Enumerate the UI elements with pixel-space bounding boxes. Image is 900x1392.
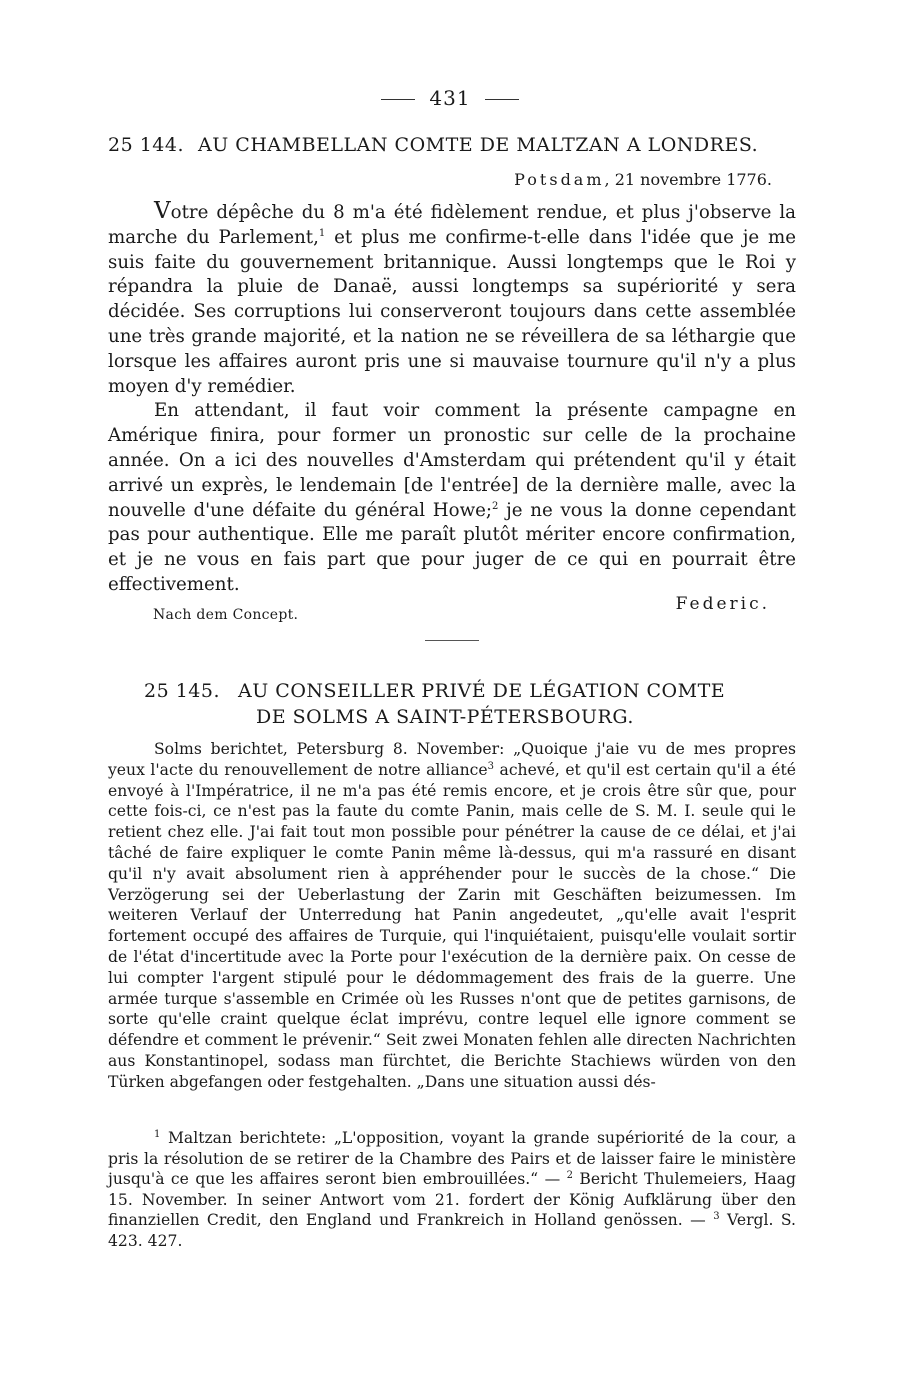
letter-1-place: Potsdam bbox=[514, 170, 605, 189]
letter-2-number: 25 145. bbox=[144, 680, 221, 702]
page-number-text: 431 bbox=[429, 86, 471, 110]
letter-1-heading bbox=[108, 134, 798, 156]
letter-1-paragraph-1-text-a: otre dépêche du 8 m'a été fidèlement rendue, et plus j'observe la marche du Parlement, bbox=[108, 202, 796, 248]
letter-1-paragraph-2-text-b: je ne vous la donne cependant pas pour authentique. Elle me paraît plutôt mériter encore confirmation, et je ne vous en fais part que pour juger de ce qui en pourrait être effectivement. bbox=[108, 499, 796, 595]
page-number-dash-right bbox=[485, 99, 519, 100]
letter-1-number: 25 144. bbox=[108, 134, 185, 156]
page-number-dash-left bbox=[381, 99, 415, 100]
letter-1-body bbox=[108, 199, 796, 598]
letter-1-paragraph-2 bbox=[108, 399, 796, 597]
letter-1-title: AU CHAMBELLAN COMTE DE MALTZAN A LONDRES. bbox=[198, 134, 759, 156]
letter-2-heading bbox=[144, 678, 764, 730]
footnote-ref-2: 2 bbox=[492, 500, 499, 512]
letter-2-title-line-1: AU CONSEILLER PRIVÉ DE LÉGATION COMTE bbox=[238, 680, 726, 702]
footnote-2-text: Bericht Thulemeiers, Haag 15. November. In seiner Antwort vom 21. fordert der König Aufklärung über den finanziellen Credit, den England und Frankreich in Holland genössen. — bbox=[108, 1170, 796, 1230]
letter-2-regest bbox=[108, 739, 796, 1093]
footnote-1-text: Maltzan berichtete: „L'opposition, voyant la grande supériorité de la cour, a pris la résolution de se retirer de la Chambre des Pairs et de laisser faire le ministère jusqu'à ce que les affaires seront bien embrouillées.“ — bbox=[108, 1129, 796, 1189]
letter-1-paragraph-2-text-a: En attendant, il faut voir comment la présente campagne en Amérique finira, pour former un pronostic sur celle de la prochaine année. On a ici des nouvelles d'Amsterdam qui prétendent qu'il y était arrivé un exprès, le lendemain [de l'entrée] de la dernière malle, avec la nouvelle d'une défaite du général Howe; bbox=[108, 400, 796, 521]
letter-2-regest-text-a: Solms berichtet, Petersburg 8. November: „Quoique j'aie vu de mes propres yeux l'acte du renouvellement de notre alliance bbox=[108, 740, 796, 779]
letter-1-date: , 21 novembre 1776. bbox=[604, 170, 772, 189]
footnote-ref-1: 1 bbox=[318, 227, 326, 239]
letter-1-dateline bbox=[514, 170, 772, 189]
letter-1-signature: Federic. bbox=[675, 594, 770, 614]
letter-1-dropcap: V bbox=[154, 198, 171, 224]
footnotes bbox=[108, 1128, 796, 1252]
letter-1-paragraph-1 bbox=[108, 199, 796, 399]
letter-2-title-line-2: DE SOLMS A SAINT-PÉTERSBOURG. bbox=[256, 706, 634, 728]
section-separator bbox=[425, 640, 479, 641]
page-number bbox=[0, 86, 900, 110]
footnote-1-marker: 1 bbox=[154, 1128, 161, 1140]
letter-2-heading-line-1 bbox=[144, 678, 764, 704]
letter-1-source-note: Nach dem Concept. bbox=[153, 607, 299, 623]
footnote-ref-3: 3 bbox=[487, 760, 495, 772]
footnote-3-marker: 3 bbox=[713, 1211, 720, 1223]
footnote-3-text: Vergl. S. 423. 427. bbox=[108, 1211, 797, 1250]
footnote-2-marker: 2 bbox=[566, 1170, 573, 1181]
letter-2-regest-text-b: achevé, et qu'il est certain qu'il a été envoyé à l'Impératrice, il ne m'a pas été remis encore, et je crois être sûr que, pour cette fois-ci, ce n'est pas la faute du comte Panin, mais celle de S. M. I. seule qui le retient chez elle. J'ai fait tout mon possible pour pénétrer la cause de ce délai, et j'ai tâché de faire expliquer le comte Panin même là-dessus, qui m'a rassuré en disant qu'il n'y avait absolument rien à appréhender pour le succès de la chose.“ Die Verzögerung sei der Ueberlastung der Zarin mit Geschäften beizumessen. Im weiteren Verlauf der Unterredung hat Panin angedeutet, „qu'elle avait l'esprit fortement occupé des affaires de Turquie, qui l'inquiétaient, puisqu'elle voulait sortir de l'état d'incertitude avec la Porte pour l'exécution de la dernière paix. On cesse de lui compter l'argent stipulé pour le dédommagement des frais de la guerre. Une armée turque s'assemble en Crimée où les Russes n'ont que de petites garnisons, de sorte qu'elle craint quelque éclat imprévu, contre lequel elle ignore comment se défendre et comment le prévenir.“ Seit zwei Monaten fehlen alle directen Nachrichten aus Konstantinopel, sodass man fürchtet, die Berichte Stachiews würden von den Türken abgefangen oder festgehalten. „Dans une situation aussi dés- bbox=[108, 760, 796, 1091]
letter-2-regest-paragraph bbox=[108, 739, 796, 1093]
footnotes-paragraph bbox=[108, 1128, 796, 1252]
letter-1-paragraph-1-text-b: et plus me confirme-t-elle dans l'idée que je me suis faite du gouvernement britannique. Aussi longtemps que le Roi y répandra la pluie de Danaë, aussi longtemps sa supériorité y sera décidée. Ses corruptions lui conserveront toujours dans cette assemblée une très grande majorité, et la nation ne se réveillera de sa léthargie que lorsque les affaires auront pris une si mauvaise tournure qu'il n'y a plus moyen d'y remédier. bbox=[108, 226, 797, 397]
